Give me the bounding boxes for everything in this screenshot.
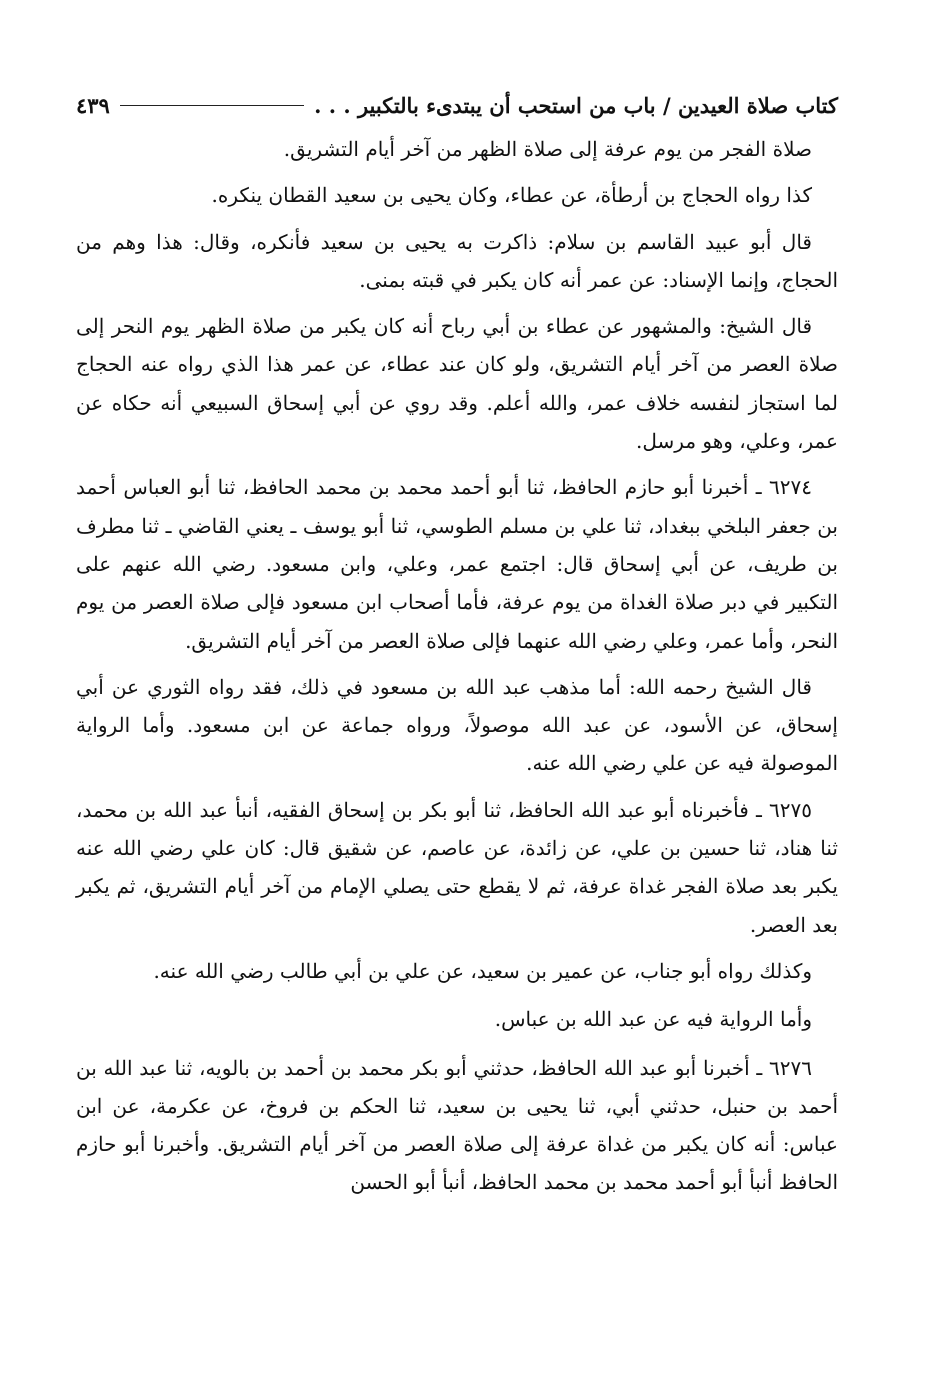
paragraph-8: وكذلك رواه أبو جناب، عن عمير بن سعيد، عن علي بن أبي طالب رضي الله عنه. [153, 958, 812, 983]
hadith-6276: ٦٢٧٦ ـ أخبرنا أبو عبد الله الحافظ، حدثني أبو بكر محمد بن أحمد بن بالويه، ثنا عبد الله بن أحمد بن حنبل، حدثني أبي، ثنا يحيى بن سعيد، ثنا الحكم بن فروخ، عن عكرمة، عن ابن عباس: أنه كان يكبر من غداة عرفة إلى صلاة العصر من آخر أيام التشريق. وأخبرنا أبو حازم الحافظ أنبأ أبو أحمد محمد بن محمد الحافظ، أنبأ أبو الحسن [76, 1055, 838, 1195]
header-rule [120, 105, 304, 106]
running-header [76, 88, 838, 122]
header-title: كتاب صلاة العيدين / باب من استحب أن يبتدىء بالتكبير . . . [314, 92, 838, 118]
paragraph-3: قال أبو عبيد القاسم بن سلام: ذاكرت به يحيى بن سعيد فأنكره، وقال: هذا وهم من الحجاج، وإنما الإسناد: عن عمر أنه كان يكبر في قبته بمنى. [76, 229, 838, 292]
paragraph-2: كذا رواه الحجاج بن أرطأة، عن عطاء، وكان يحيى بن سعيد القطان ينكره. [211, 183, 812, 208]
book-page [76, 88, 838, 1210]
hadith-6274: ٦٢٧٤ ـ أخبرنا أبو حازم الحافظ، ثنا أبو أحمد محمد بن محمد الحافظ، ثنا أبو العباس أحمد بن جعفر البلخي ببغداد، ثنا علي بن مسلم الطوسي، ثنا أبو يوسف ـ يعني القاضي ـ ثنا مطرف بن طريف، عن أبي إسحاق قال: اجتمع عمر، وعلي، وابن مسعود. رضي الله عنهم على التكبير في دبر صلاة الغداة من يوم عرفة، فأما أصحاب ابن مسعود فإلى صلاة العصر من يوم النحر، وأما عمر، وعلي رضي الله عنهما فإلى صلاة العصر من آخر أيام التشريق. [76, 475, 838, 653]
page-body [76, 130, 838, 1202]
paragraph-6: قال الشيخ رحمه الله: أما مذهب عبد الله بن مسعود في ذلك، فقد رواه الثوري عن أبي إسحاق، عن الأسود، عن عبد الله موصولاً، ورواه جماعة عن ابن مسعود. وأما الرواية الموصولة فيه عن علي رضي الله عنه. [76, 674, 838, 776]
page-number: ٤٣٩ [76, 92, 110, 118]
paragraph-4: قال الشيخ: والمشهور عن عطاء بن أبي رباح أنه كان يكبر من صلاة الظهر يوم النحر إلى صلاة العصر من آخر أيام التشريق، ولو كان عند عطاء، عن عمر هذا الذي رواه عنه الحجاج لما استجاز لنفسه خلاف عمر، والله أعلم. وقد روي عن أبي إسحاق السبيعي أنه حكاه عن عمر، وعلي، وهو مرسل. [76, 314, 838, 454]
paragraph-1: صلاة الفجر من يوم عرفة إلى صلاة الظهر من آخر أيام التشريق. [283, 137, 812, 161]
paragraph-9: وأما الرواية فيه عن عبد الله بن عباس. [494, 1007, 812, 1032]
hadith-6275: ٦٢٧٥ ـ فأخبرناه أبو عبد الله الحافظ، ثنا أبو بكر بن إسحاق الفقيه، أنبأ عبد الله بن محمد، ثنا هناد، ثنا حسين بن علي، عن زائدة، عن عاصم، عن شقيق قال: كان علي رضي الله عنه يكبر بعد صلاة الفجر غداة عرفة، ثم لا يقطع حتى يصلي الإمام من آخر أيام التشريق، ثم يكبر بعد العصر. [76, 797, 839, 937]
